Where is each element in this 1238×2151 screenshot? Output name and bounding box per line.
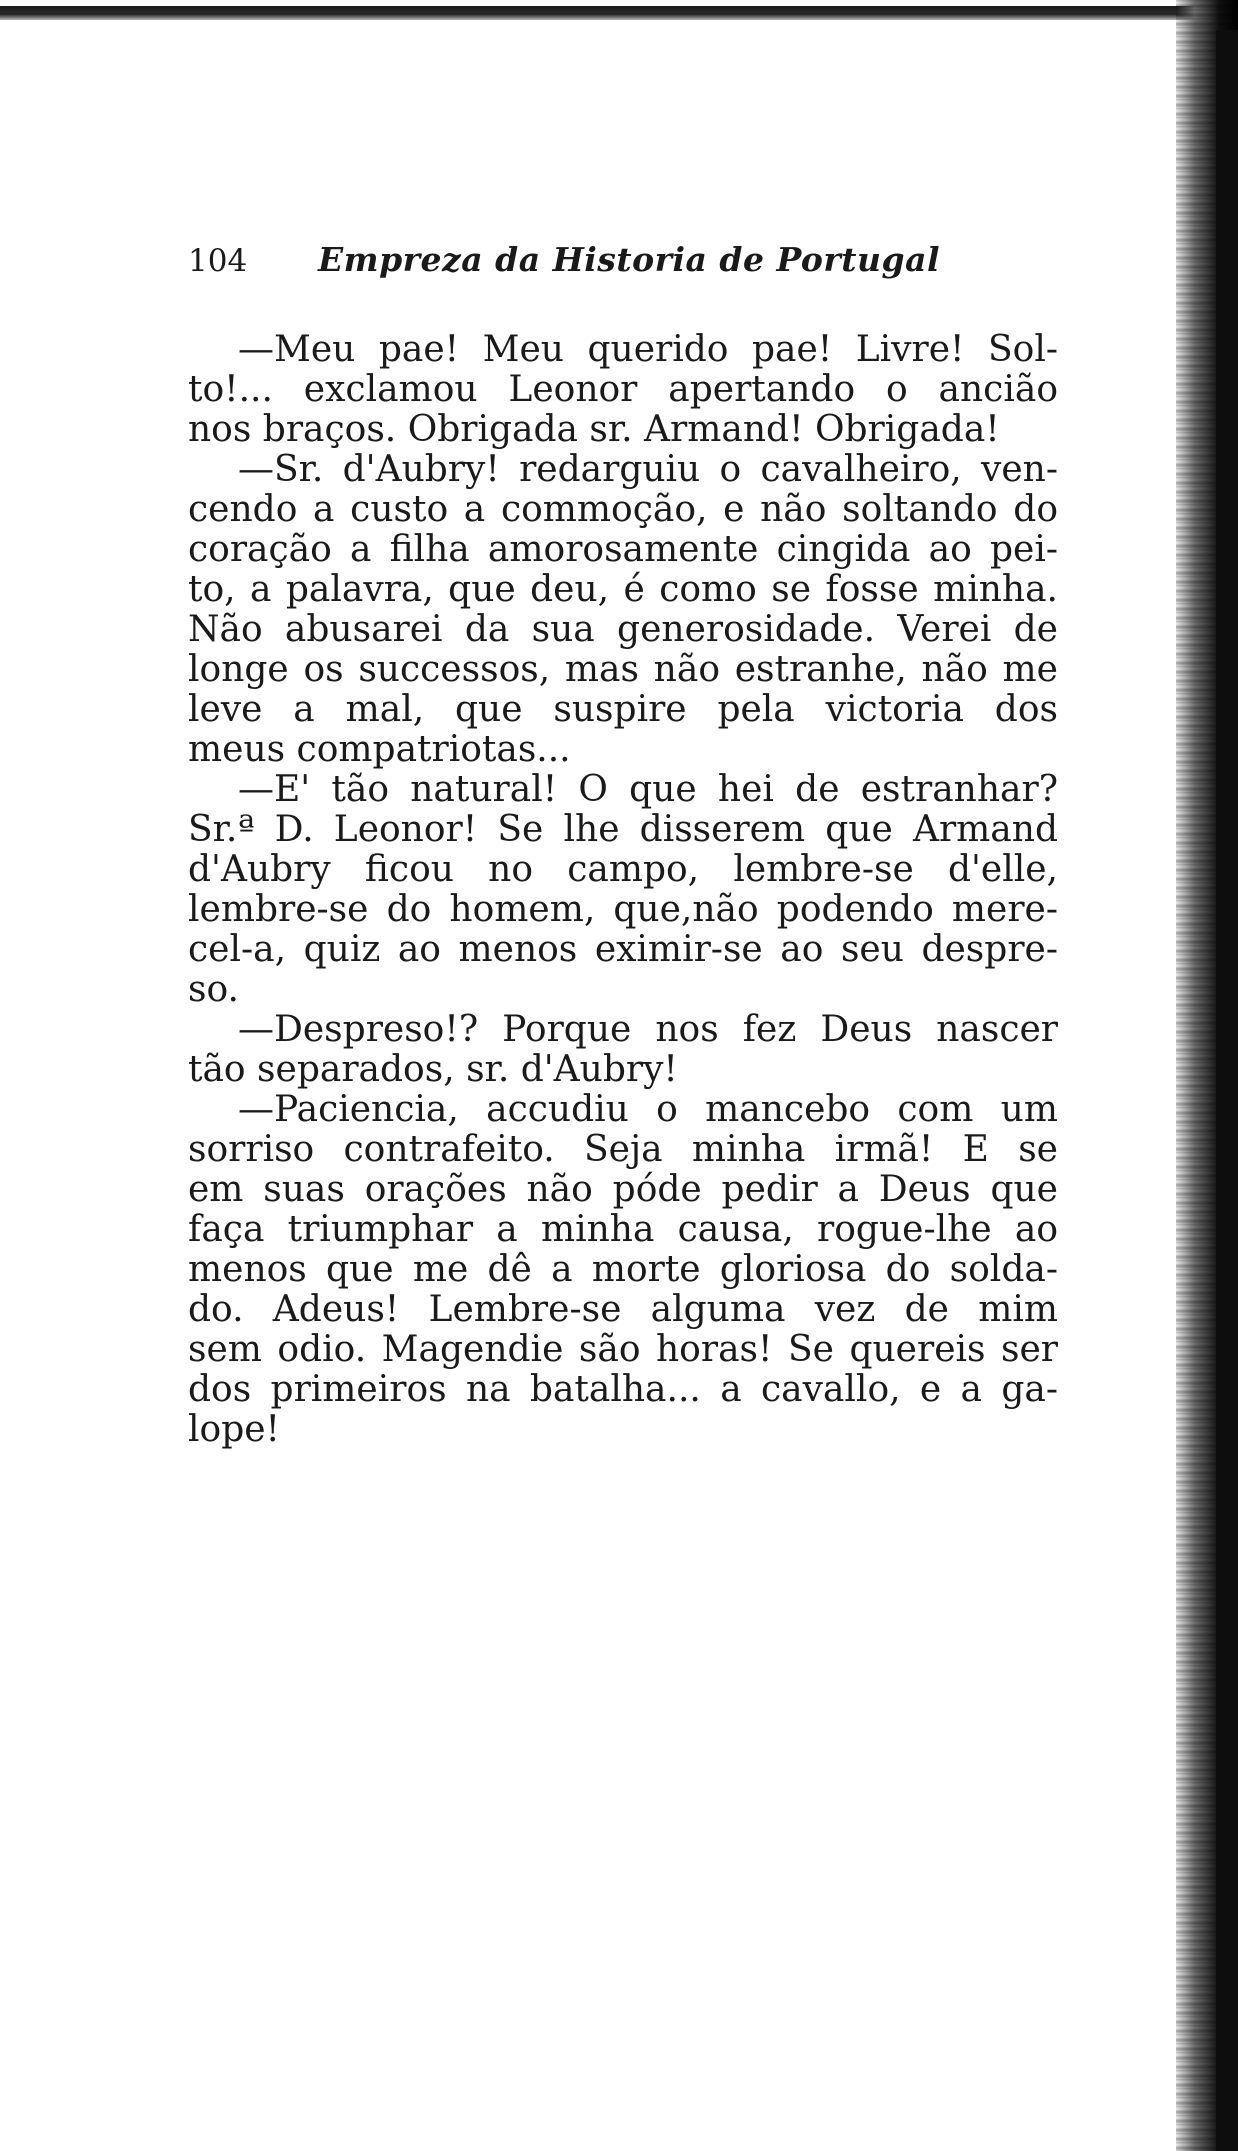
text-line: —Sr. d'Aubry! redarguiu o cavalheiro, ven- xyxy=(238,450,1058,490)
text-line: —Meu pae! Meu querido pae! Livre! Sol- xyxy=(238,330,1058,370)
text-line: cel-a, quiz ao menos eximir-se ao seu despre- xyxy=(188,930,1058,970)
text-line: do. Adeus! Lembre-se alguma vez de mim xyxy=(188,1290,1058,1330)
text-line: sorriso contrafeito. Seja minha irmã! E se xyxy=(188,1130,1058,1170)
text-line: dos primeiros na batalha... a cavallo, e a ga- xyxy=(188,1370,1058,1410)
text-line: leve a mal, que suspire pela victoria dos xyxy=(188,690,1058,730)
running-title: Empreza da Historia de Portugal xyxy=(318,240,941,279)
text-line: lembre-se do homem, que,não podendo mere- xyxy=(188,890,1058,930)
text-line: to!... exclamou Leonor apertando o ancião xyxy=(188,370,1058,410)
text-line: coração a filha amorosamente cingida ao pei- xyxy=(188,530,1058,570)
text-line: —Despreso!? Porque nos fez Deus nascer xyxy=(238,1010,1058,1050)
text-line: em suas orações não póde pedir a Deus que xyxy=(188,1170,1058,1210)
text-line: meus compatriotas... xyxy=(188,730,571,770)
text-line: faça triumphar a minha causa, rogue-lhe ao xyxy=(188,1210,1058,1250)
text-line: lope! xyxy=(188,1410,281,1450)
right-page-edge-dark xyxy=(1216,30,1238,2151)
text-line: nos braços. Obrigada sr. Armand! Obrigada! xyxy=(188,410,1000,450)
body-text xyxy=(188,330,1058,1450)
text-line: d'Aubry ficou no campo, lembre-se d'elle, xyxy=(188,850,1058,890)
running-head xyxy=(188,240,1058,284)
book-page xyxy=(188,240,1058,1450)
text-line: menos que me dê a morte gloriosa do solda- xyxy=(188,1250,1058,1290)
text-line: to, a palavra, que deu, é como se fosse minha. xyxy=(188,570,1058,610)
text-line: tão separados, sr. d'Aubry! xyxy=(188,1050,678,1090)
text-line: sem odio. Magendie são horas! Se quereis ser xyxy=(188,1330,1058,1370)
text-line: longe os successos, mas não estranhe, não me xyxy=(188,650,1058,690)
text-line: —E' tão natural! O que hei de estranhar? xyxy=(238,770,1058,810)
text-line: cendo a custo a commoção, e não soltando do xyxy=(188,490,1058,530)
page-number: 104 xyxy=(188,243,248,279)
text-line: Não abusarei da sua generosidade. Verei de xyxy=(188,610,1058,650)
text-line: so. xyxy=(188,970,239,1010)
top-page-edge xyxy=(0,6,1238,20)
text-line: —Paciencia, accudiu o mancebo com um xyxy=(238,1090,1058,1130)
text-line: Sr.ª D. Leonor! Se lhe disserem que Armand xyxy=(188,810,1058,850)
